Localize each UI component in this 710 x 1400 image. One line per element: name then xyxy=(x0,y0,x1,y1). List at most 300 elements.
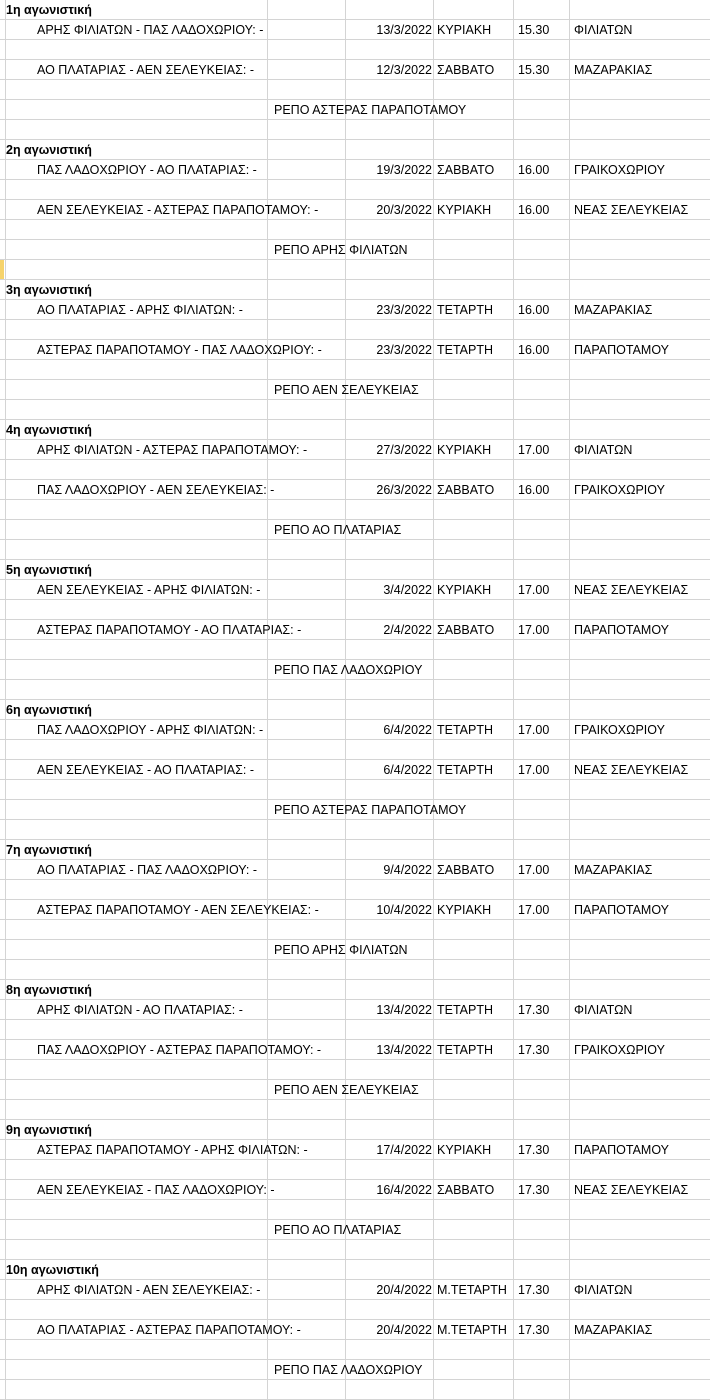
grid-cell[interactable] xyxy=(6,1340,268,1359)
grid-cell[interactable] xyxy=(434,1160,514,1179)
grid-cell[interactable] xyxy=(268,120,346,139)
grid-cell[interactable] xyxy=(268,720,346,739)
grid-cell[interactable] xyxy=(346,180,434,199)
blank-row[interactable] xyxy=(0,680,710,700)
blank-row[interactable] xyxy=(0,820,710,840)
blank-row[interactable] xyxy=(0,1020,710,1040)
blank-row[interactable] xyxy=(0,600,710,620)
grid-cell[interactable] xyxy=(6,1100,268,1119)
grid-cell[interactable] xyxy=(6,400,268,419)
grid-cell[interactable] xyxy=(434,260,514,279)
grid-cell[interactable] xyxy=(514,120,570,139)
grid-cell[interactable] xyxy=(268,0,346,19)
match-row[interactable] xyxy=(0,1140,710,1160)
grid-cell[interactable] xyxy=(514,1220,570,1239)
grid-cell[interactable] xyxy=(434,740,514,759)
blank-row[interactable] xyxy=(0,260,710,280)
round-heading-row[interactable] xyxy=(0,700,710,720)
grid-cell[interactable] xyxy=(570,1360,710,1379)
grid-cell[interactable] xyxy=(268,260,346,279)
match-row[interactable] xyxy=(0,580,710,600)
grid-cell[interactable] xyxy=(346,280,434,299)
grid-cell[interactable] xyxy=(514,1160,570,1179)
grid-cell[interactable] xyxy=(346,1340,434,1359)
grid-cell[interactable] xyxy=(268,680,346,699)
grid-cell[interactable] xyxy=(346,1240,434,1259)
grid-cell[interactable] xyxy=(570,320,710,339)
grid-cell[interactable] xyxy=(346,220,434,239)
grid-cell[interactable] xyxy=(6,660,268,679)
blank-row[interactable] xyxy=(0,400,710,420)
grid-cell[interactable] xyxy=(268,280,346,299)
grid-cell[interactable] xyxy=(434,1380,514,1399)
grid-cell[interactable] xyxy=(268,600,346,619)
blank-row[interactable] xyxy=(0,740,710,760)
grid-cell[interactable] xyxy=(434,820,514,839)
grid-cell[interactable] xyxy=(346,500,434,519)
grid-cell[interactable] xyxy=(434,360,514,379)
grid-cell[interactable] xyxy=(570,40,710,59)
grid-cell[interactable] xyxy=(434,460,514,479)
grid-cell[interactable] xyxy=(570,700,710,719)
grid-cell[interactable] xyxy=(570,960,710,979)
match-row[interactable] xyxy=(0,1040,710,1060)
grid-cell[interactable] xyxy=(6,1240,268,1259)
grid-cell[interactable] xyxy=(268,300,346,319)
grid-cell[interactable] xyxy=(434,960,514,979)
grid-cell[interactable] xyxy=(346,0,434,19)
grid-cell[interactable] xyxy=(434,140,514,159)
grid-cell[interactable] xyxy=(6,1360,268,1379)
match-row[interactable] xyxy=(0,1000,710,1020)
grid-cell[interactable] xyxy=(268,180,346,199)
grid-cell[interactable] xyxy=(6,320,268,339)
grid-cell[interactable] xyxy=(570,420,710,439)
grid-cell[interactable] xyxy=(434,1360,514,1379)
blank-row[interactable] xyxy=(0,540,710,560)
grid-cell[interactable] xyxy=(434,1240,514,1259)
grid-cell[interactable] xyxy=(570,1220,710,1239)
grid-cell[interactable] xyxy=(6,1200,268,1219)
grid-cell[interactable] xyxy=(570,540,710,559)
grid-cell[interactable] xyxy=(434,120,514,139)
bye-row[interactable] xyxy=(0,800,710,820)
bye-row[interactable] xyxy=(0,1220,710,1240)
match-row[interactable] xyxy=(0,160,710,180)
grid-cell[interactable] xyxy=(268,420,346,439)
grid-cell[interactable] xyxy=(268,1200,346,1219)
grid-cell[interactable] xyxy=(570,1380,710,1399)
grid-cell[interactable] xyxy=(514,100,570,119)
grid-cell[interactable] xyxy=(6,360,268,379)
grid-cell[interactable] xyxy=(570,1060,710,1079)
grid-cell[interactable] xyxy=(514,520,570,539)
grid-cell[interactable] xyxy=(346,840,434,859)
grid-cell[interactable] xyxy=(6,500,268,519)
blank-row[interactable] xyxy=(0,80,710,100)
match-row[interactable] xyxy=(0,300,710,320)
grid-cell[interactable] xyxy=(570,380,710,399)
grid-cell[interactable] xyxy=(514,500,570,519)
blank-row[interactable] xyxy=(0,1340,710,1360)
bye-row[interactable] xyxy=(0,520,710,540)
grid-cell[interactable] xyxy=(514,1060,570,1079)
grid-cell[interactable] xyxy=(570,240,710,259)
grid-cell[interactable] xyxy=(268,160,346,179)
grid-cell[interactable] xyxy=(268,640,346,659)
grid-cell[interactable] xyxy=(570,140,710,159)
grid-cell[interactable] xyxy=(6,260,268,279)
grid-cell[interactable] xyxy=(268,1000,346,1019)
grid-cell[interactable] xyxy=(514,700,570,719)
grid-cell[interactable] xyxy=(268,1280,346,1299)
grid-cell[interactable] xyxy=(514,360,570,379)
grid-cell[interactable] xyxy=(570,680,710,699)
grid-cell[interactable] xyxy=(514,960,570,979)
grid-cell[interactable] xyxy=(268,40,346,59)
grid-cell[interactable] xyxy=(346,260,434,279)
grid-cell[interactable] xyxy=(434,1260,514,1279)
match-row[interactable] xyxy=(0,720,710,740)
grid-cell[interactable] xyxy=(434,1020,514,1039)
bye-row[interactable] xyxy=(0,1080,710,1100)
grid-cell[interactable] xyxy=(570,120,710,139)
match-row[interactable] xyxy=(0,480,710,500)
round-heading-row[interactable] xyxy=(0,1260,710,1280)
grid-cell[interactable] xyxy=(346,1060,434,1079)
match-row[interactable] xyxy=(0,60,710,80)
grid-cell[interactable] xyxy=(514,1020,570,1039)
grid-cell[interactable] xyxy=(346,1100,434,1119)
grid-cell[interactable] xyxy=(434,640,514,659)
grid-cell[interactable] xyxy=(434,80,514,99)
grid-cell[interactable] xyxy=(514,1340,570,1359)
blank-row[interactable] xyxy=(0,360,710,380)
grid-cell[interactable] xyxy=(434,600,514,619)
grid-cell[interactable] xyxy=(434,560,514,579)
grid-cell[interactable] xyxy=(514,880,570,899)
blank-row[interactable] xyxy=(0,880,710,900)
grid-cell[interactable] xyxy=(6,1380,268,1399)
grid-cell[interactable] xyxy=(514,40,570,59)
grid-cell[interactable] xyxy=(434,40,514,59)
blank-row[interactable] xyxy=(0,920,710,940)
grid-cell[interactable] xyxy=(434,0,514,19)
grid-cell[interactable] xyxy=(268,780,346,799)
round-heading-row[interactable] xyxy=(0,560,710,580)
grid-cell[interactable] xyxy=(514,740,570,759)
grid-cell[interactable] xyxy=(268,1380,346,1399)
grid-cell[interactable] xyxy=(514,1260,570,1279)
blank-row[interactable] xyxy=(0,1200,710,1220)
grid-cell[interactable] xyxy=(570,560,710,579)
grid-cell[interactable] xyxy=(346,1120,434,1139)
grid-cell[interactable] xyxy=(514,1120,570,1139)
grid-cell[interactable] xyxy=(514,420,570,439)
grid-cell[interactable] xyxy=(268,220,346,239)
grid-cell[interactable] xyxy=(514,240,570,259)
grid-cell[interactable] xyxy=(346,540,434,559)
grid-cell[interactable] xyxy=(514,220,570,239)
grid-cell[interactable] xyxy=(570,100,710,119)
grid-cell[interactable] xyxy=(514,320,570,339)
grid-cell[interactable] xyxy=(514,280,570,299)
grid-cell[interactable] xyxy=(514,1380,570,1399)
grid-cell[interactable] xyxy=(514,800,570,819)
match-row[interactable] xyxy=(0,860,710,880)
round-heading-row[interactable] xyxy=(0,140,710,160)
grid-cell[interactable] xyxy=(268,760,346,779)
blank-row[interactable] xyxy=(0,1240,710,1260)
grid-cell[interactable] xyxy=(268,1060,346,1079)
grid-cell[interactable] xyxy=(514,560,570,579)
grid-cell[interactable] xyxy=(434,240,514,259)
grid-cell[interactable] xyxy=(514,840,570,859)
grid-cell[interactable] xyxy=(268,1180,346,1199)
grid-cell[interactable] xyxy=(346,780,434,799)
grid-cell[interactable] xyxy=(514,980,570,999)
grid-cell[interactable] xyxy=(570,1120,710,1139)
blank-row[interactable] xyxy=(0,1100,710,1120)
grid-cell[interactable] xyxy=(268,1120,346,1139)
round-heading-row[interactable] xyxy=(0,280,710,300)
grid-cell[interactable] xyxy=(346,460,434,479)
grid-cell[interactable] xyxy=(570,400,710,419)
match-row[interactable] xyxy=(0,1180,710,1200)
match-row[interactable] xyxy=(0,760,710,780)
grid-cell[interactable] xyxy=(570,520,710,539)
grid-cell[interactable] xyxy=(268,500,346,519)
grid-cell[interactable] xyxy=(268,960,346,979)
grid-cell[interactable] xyxy=(6,600,268,619)
grid-cell[interactable] xyxy=(514,820,570,839)
bye-row[interactable] xyxy=(0,100,710,120)
grid-cell[interactable] xyxy=(268,580,346,599)
grid-cell[interactable] xyxy=(6,520,268,539)
blank-row[interactable] xyxy=(0,1160,710,1180)
grid-cell[interactable] xyxy=(346,140,434,159)
grid-cell[interactable] xyxy=(434,320,514,339)
round-heading-row[interactable] xyxy=(0,840,710,860)
grid-cell[interactable] xyxy=(268,840,346,859)
grid-cell[interactable] xyxy=(434,980,514,999)
grid-cell[interactable] xyxy=(346,120,434,139)
grid-cell[interactable] xyxy=(268,980,346,999)
match-row[interactable] xyxy=(0,340,710,360)
grid-cell[interactable] xyxy=(6,1160,268,1179)
grid-cell[interactable] xyxy=(434,1220,514,1239)
grid-cell[interactable] xyxy=(346,420,434,439)
grid-cell[interactable] xyxy=(570,920,710,939)
bye-row[interactable] xyxy=(0,660,710,680)
grid-cell[interactable] xyxy=(268,1260,346,1279)
match-row[interactable] xyxy=(0,20,710,40)
grid-cell[interactable] xyxy=(6,380,268,399)
grid-cell[interactable] xyxy=(268,820,346,839)
grid-cell[interactable] xyxy=(514,400,570,419)
grid-cell[interactable] xyxy=(268,1020,346,1039)
grid-cell[interactable] xyxy=(6,1300,268,1319)
grid-cell[interactable] xyxy=(346,820,434,839)
grid-cell[interactable] xyxy=(346,1200,434,1219)
blank-row[interactable] xyxy=(0,640,710,660)
grid-cell[interactable] xyxy=(6,640,268,659)
grid-cell[interactable] xyxy=(346,40,434,59)
grid-cell[interactable] xyxy=(570,1020,710,1039)
blank-row[interactable] xyxy=(0,460,710,480)
grid-cell[interactable] xyxy=(570,660,710,679)
grid-cell[interactable] xyxy=(434,420,514,439)
grid-cell[interactable] xyxy=(570,500,710,519)
grid-cell[interactable] xyxy=(434,400,514,419)
grid-cell[interactable] xyxy=(6,240,268,259)
grid-cell[interactable] xyxy=(6,220,268,239)
grid-cell[interactable] xyxy=(514,540,570,559)
grid-cell[interactable] xyxy=(6,1220,268,1239)
grid-cell[interactable] xyxy=(514,140,570,159)
grid-cell[interactable] xyxy=(434,1080,514,1099)
match-row[interactable] xyxy=(0,620,710,640)
grid-cell[interactable] xyxy=(346,640,434,659)
grid-cell[interactable] xyxy=(346,680,434,699)
grid-cell[interactable] xyxy=(346,1160,434,1179)
bye-row[interactable] xyxy=(0,940,710,960)
grid-cell[interactable] xyxy=(514,1100,570,1119)
grid-cell[interactable] xyxy=(570,0,710,19)
blank-row[interactable] xyxy=(0,1300,710,1320)
blank-row[interactable] xyxy=(0,780,710,800)
grid-cell[interactable] xyxy=(268,880,346,899)
grid-cell[interactable] xyxy=(268,400,346,419)
grid-cell[interactable] xyxy=(514,640,570,659)
round-heading-row[interactable] xyxy=(0,0,710,20)
match-row[interactable] xyxy=(0,200,710,220)
grid-cell[interactable] xyxy=(6,40,268,59)
grid-cell[interactable] xyxy=(6,800,268,819)
grid-cell[interactable] xyxy=(434,540,514,559)
grid-cell[interactable] xyxy=(570,360,710,379)
grid-cell[interactable] xyxy=(268,60,346,79)
grid-cell[interactable] xyxy=(268,360,346,379)
grid-cell[interactable] xyxy=(268,700,346,719)
grid-cell[interactable] xyxy=(268,560,346,579)
blank-row[interactable] xyxy=(0,180,710,200)
grid-cell[interactable] xyxy=(434,520,514,539)
grid-cell[interactable] xyxy=(346,1260,434,1279)
grid-cell[interactable] xyxy=(346,700,434,719)
grid-cell[interactable] xyxy=(268,920,346,939)
grid-cell[interactable] xyxy=(6,180,268,199)
grid-cell[interactable] xyxy=(434,700,514,719)
grid-cell[interactable] xyxy=(346,960,434,979)
grid-cell[interactable] xyxy=(268,540,346,559)
blank-row[interactable] xyxy=(0,1380,710,1400)
grid-cell[interactable] xyxy=(268,1340,346,1359)
grid-cell[interactable] xyxy=(514,1360,570,1379)
grid-cell[interactable] xyxy=(6,540,268,559)
grid-cell[interactable] xyxy=(570,1240,710,1259)
grid-cell[interactable] xyxy=(570,1160,710,1179)
grid-cell[interactable] xyxy=(514,1080,570,1099)
grid-cell[interactable] xyxy=(570,1340,710,1359)
grid-cell[interactable] xyxy=(570,740,710,759)
grid-cell[interactable] xyxy=(434,880,514,899)
blank-row[interactable] xyxy=(0,500,710,520)
match-row[interactable] xyxy=(0,1280,710,1300)
grid-cell[interactable] xyxy=(570,640,710,659)
grid-cell[interactable] xyxy=(570,940,710,959)
grid-cell[interactable] xyxy=(570,820,710,839)
grid-cell[interactable] xyxy=(514,80,570,99)
grid-cell[interactable] xyxy=(514,780,570,799)
grid-cell[interactable] xyxy=(268,1100,346,1119)
grid-cell[interactable] xyxy=(570,260,710,279)
grid-cell[interactable] xyxy=(514,920,570,939)
grid-cell[interactable] xyxy=(570,840,710,859)
grid-cell[interactable] xyxy=(268,740,346,759)
grid-cell[interactable] xyxy=(346,1380,434,1399)
grid-cell[interactable] xyxy=(6,460,268,479)
grid-cell[interactable] xyxy=(346,740,434,759)
grid-cell[interactable] xyxy=(268,140,346,159)
grid-cell[interactable] xyxy=(514,180,570,199)
grid-cell[interactable] xyxy=(570,280,710,299)
grid-cell[interactable] xyxy=(6,680,268,699)
grid-cell[interactable] xyxy=(514,260,570,279)
grid-cell[interactable] xyxy=(268,480,346,499)
bye-row[interactable] xyxy=(0,240,710,260)
grid-cell[interactable] xyxy=(6,1020,268,1039)
grid-cell[interactable] xyxy=(346,400,434,419)
grid-cell[interactable] xyxy=(570,780,710,799)
grid-cell[interactable] xyxy=(434,780,514,799)
grid-cell[interactable] xyxy=(6,120,268,139)
grid-cell[interactable] xyxy=(434,1120,514,1139)
grid-cell[interactable] xyxy=(570,600,710,619)
round-heading-row[interactable] xyxy=(0,980,710,1000)
grid-cell[interactable] xyxy=(434,920,514,939)
blank-row[interactable] xyxy=(0,1060,710,1080)
grid-cell[interactable] xyxy=(268,860,346,879)
grid-cell[interactable] xyxy=(346,1020,434,1039)
grid-cell[interactable] xyxy=(514,680,570,699)
grid-cell[interactable] xyxy=(6,820,268,839)
grid-cell[interactable] xyxy=(514,660,570,679)
grid-cell[interactable] xyxy=(434,180,514,199)
grid-cell[interactable] xyxy=(434,500,514,519)
blank-row[interactable] xyxy=(0,120,710,140)
grid-cell[interactable] xyxy=(6,960,268,979)
grid-cell[interactable] xyxy=(434,680,514,699)
grid-cell[interactable] xyxy=(6,780,268,799)
blank-row[interactable] xyxy=(0,220,710,240)
grid-cell[interactable] xyxy=(346,320,434,339)
grid-cell[interactable] xyxy=(514,1300,570,1319)
grid-cell[interactable] xyxy=(6,940,268,959)
grid-cell[interactable] xyxy=(434,380,514,399)
grid-cell[interactable] xyxy=(434,280,514,299)
grid-cell[interactable] xyxy=(514,600,570,619)
grid-cell[interactable] xyxy=(6,880,268,899)
blank-row[interactable] xyxy=(0,40,710,60)
grid-cell[interactable] xyxy=(570,1100,710,1119)
round-heading-row[interactable] xyxy=(0,1120,710,1140)
grid-cell[interactable] xyxy=(570,800,710,819)
grid-cell[interactable] xyxy=(434,1300,514,1319)
grid-cell[interactable] xyxy=(514,460,570,479)
grid-cell[interactable] xyxy=(268,320,346,339)
grid-cell[interactable] xyxy=(434,220,514,239)
